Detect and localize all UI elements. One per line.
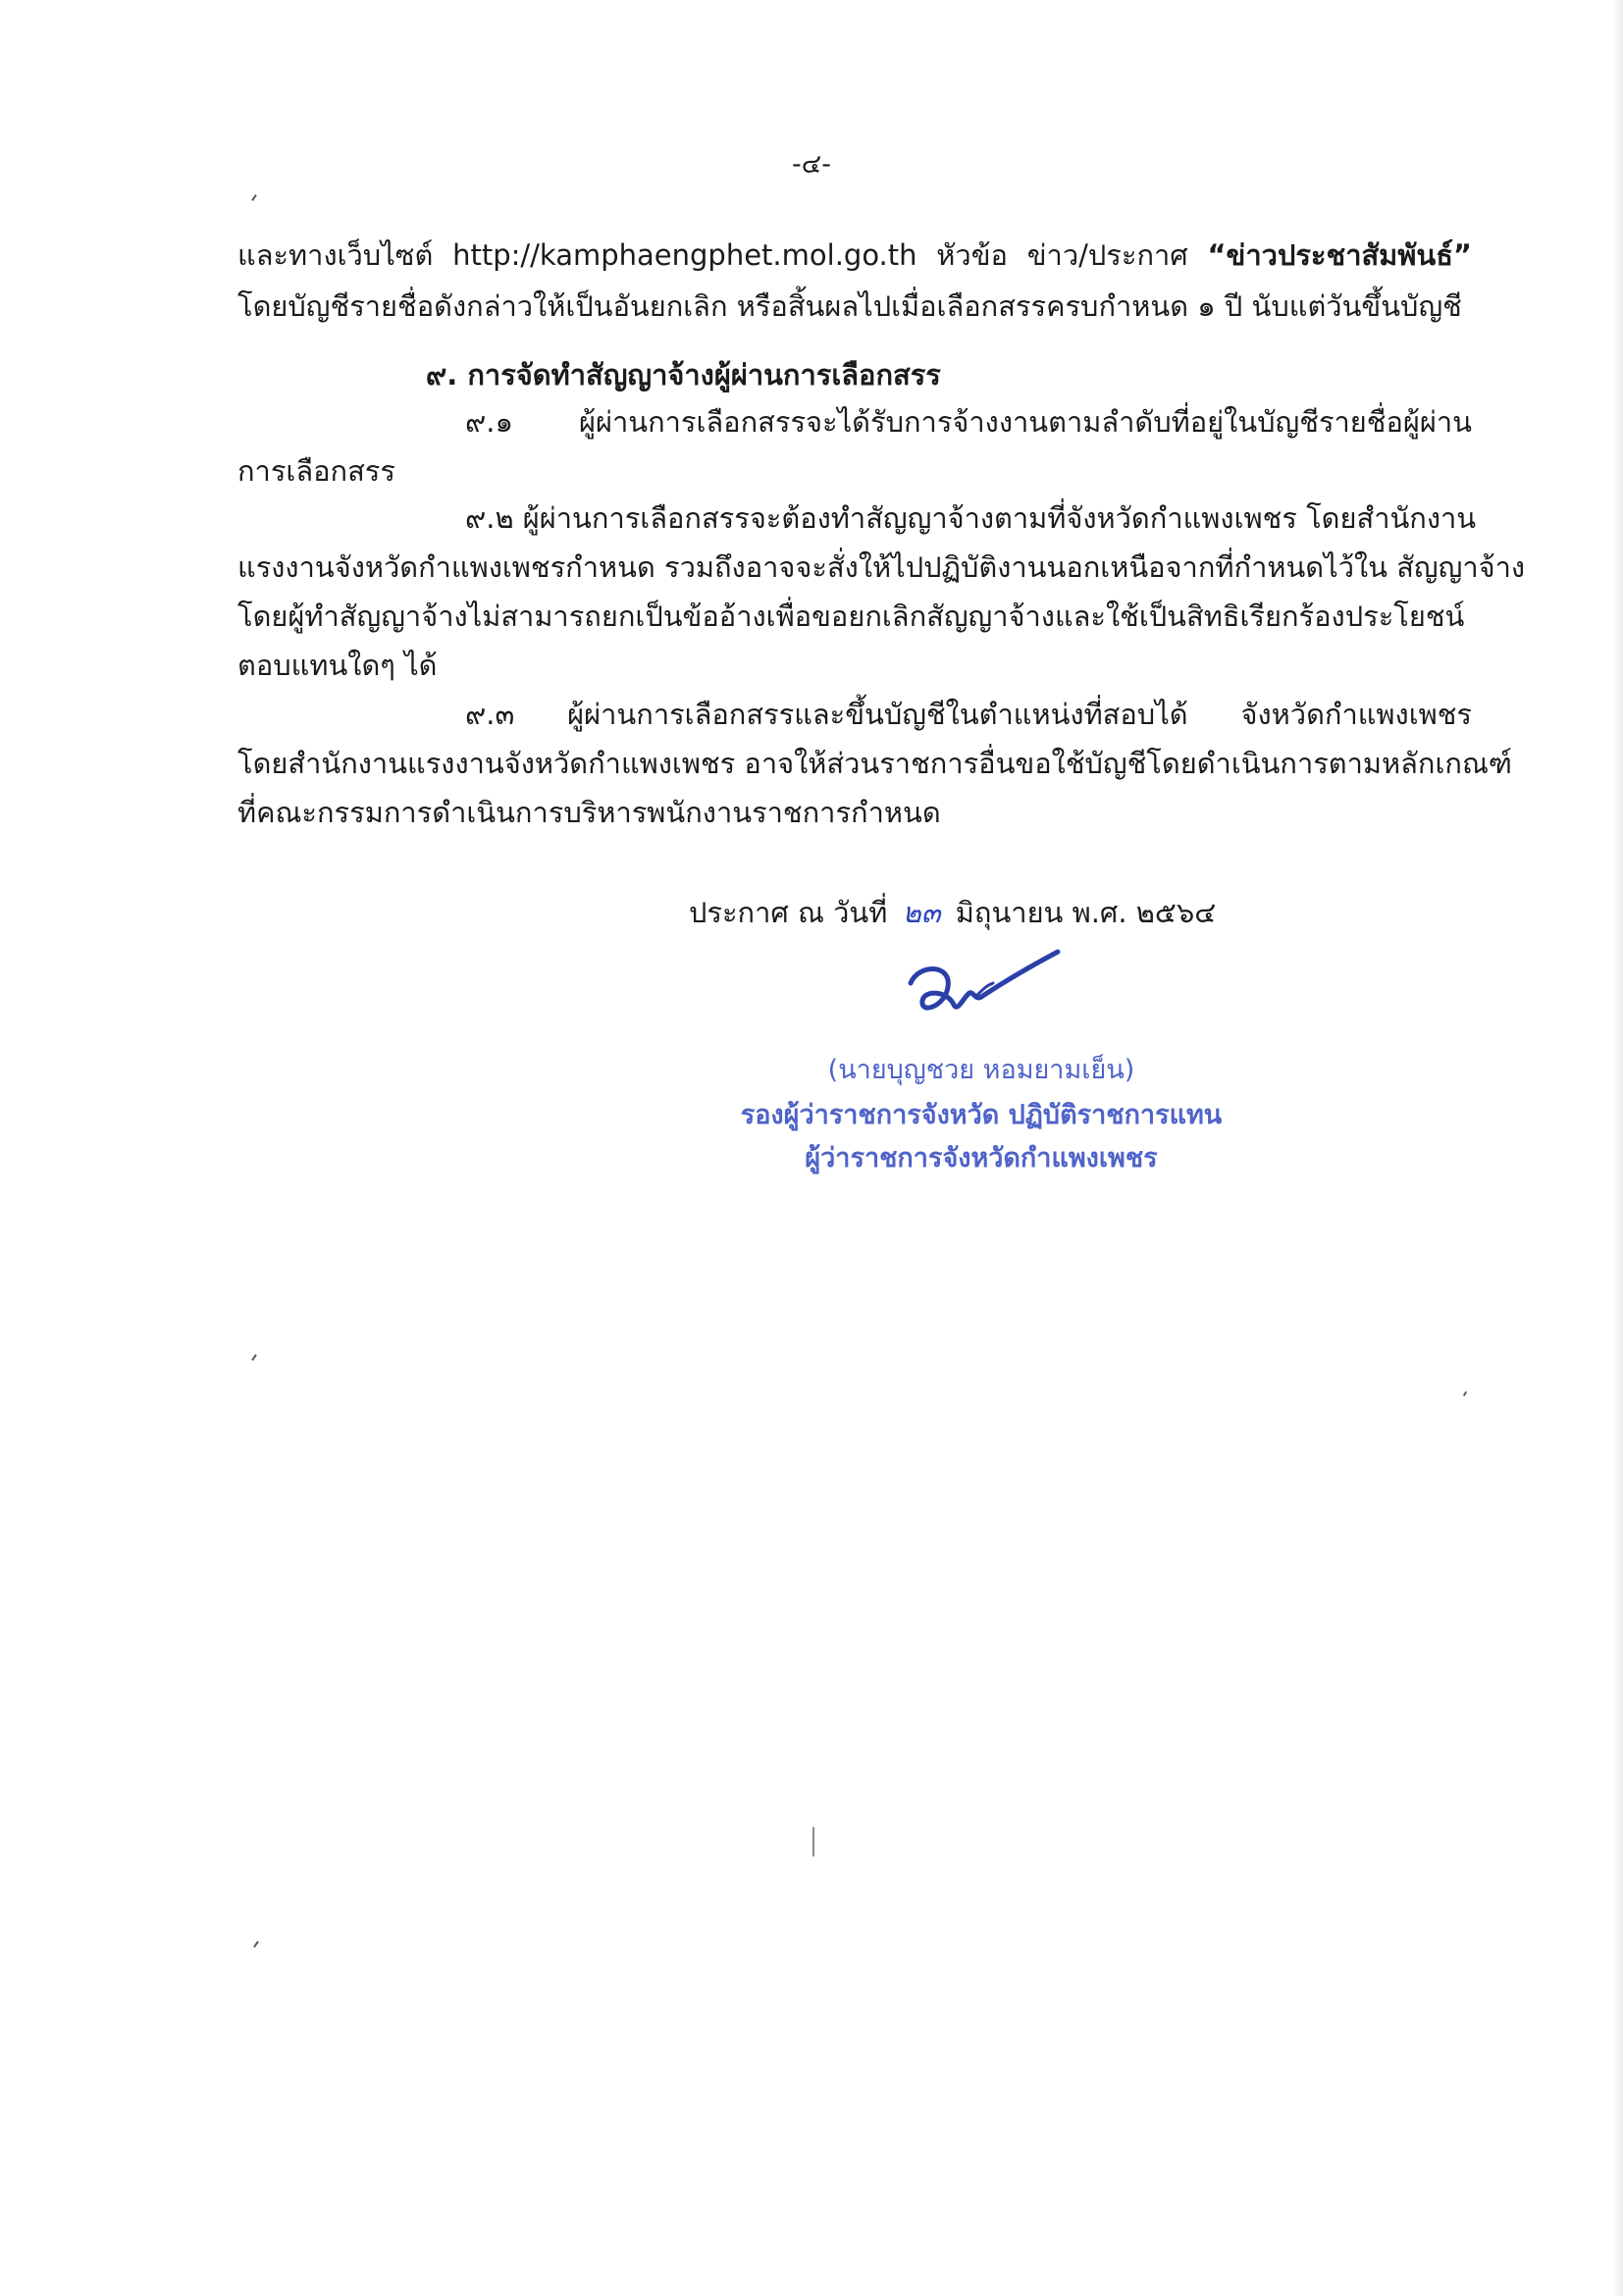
item-9-2-line-4: ตอบแทนใดๆ ได้ bbox=[237, 649, 438, 682]
item-9-2-line-3: โดยผู้ทำสัญญาจ้างไม่สามารถยกเป็นข้ออ้างเพื่อขอยกเลิกสัญญาจ้างและใช้เป็นสิทธิเรียกร้องประโยชน์ bbox=[237, 600, 1465, 633]
item-9-1-line-2: การเลือกสรร bbox=[237, 454, 395, 488]
item-9-1-line-1: ๙.๑ ผู้ผ่านการเลือกสรรจะได้รับการจ้างงานตามลำดับที่อยู่ในบัญชีรายชื่อผู้ผ่าน bbox=[465, 405, 1472, 439]
signatory-title-line-1: รองผู้ว่าราชการจังหวัด ปฏิบัติราชการแทน bbox=[740, 1100, 1223, 1130]
announcement-prefix: ประกาศ ณ วันที่ bbox=[689, 896, 888, 929]
announcement-month-year: มิถุนายน พ.ศ. ๒๕๖๔ bbox=[955, 896, 1217, 929]
continuation-line-2: โดยบัญชีรายชื่อดังกล่าวให้เป็นอันยกเลิก หรือสิ้นผลไปเมื่อเลือกสรรครบกำหนด ๑ ปี นับแต่วันขึ้นบัญชี bbox=[237, 289, 1462, 323]
item-9-3-line-3: ที่คณะกรรมการดำเนินการบริหารพนักงานราชการกำหนด bbox=[237, 796, 941, 829]
section-9-heading: ๙. การจัดทำสัญญาจ้างผู้ผ่านการเลือกสรร bbox=[426, 358, 941, 391]
scan-speck bbox=[253, 1941, 259, 1948]
scan-speck bbox=[1463, 1391, 1467, 1396]
scan-speck bbox=[812, 1827, 814, 1856]
scan-speck bbox=[251, 194, 257, 201]
signatory-name: (นายบุญชวย หอมยามเย็น) bbox=[827, 1055, 1135, 1085]
item-9-2-line-1: ๙.๒ ผู้ผ่านการเลือกสรรจะต้องทำสัญญาจ้างตามที่จังหวัดกำแพงเพชร โดยสำนักงาน bbox=[465, 501, 1477, 535]
page-number: -๔- bbox=[792, 149, 831, 180]
scan-speck bbox=[251, 1354, 257, 1361]
handwritten-signature bbox=[901, 946, 1068, 1034]
announcement-date bbox=[689, 893, 1216, 932]
news-category-label: “ข่าวประชาสัมพันธ์” bbox=[1207, 238, 1472, 272]
page-edge-shadow bbox=[1613, 0, 1623, 2296]
signatory-title-line-2: ผู้ว่าราชการจังหวัดกำแพงเพชร bbox=[805, 1143, 1158, 1174]
item-9-3-line-1: ๙.๓ ผู้ผ่านการเลือกสรรและขึ้นบัญชีในตำแหน่งที่สอบได้ จังหวัดกำแพงเพชร bbox=[465, 698, 1472, 731]
item-9-2-line-2: แรงงานจังหวัดกำแพงเพชรกำหนด รวมถึงอาจจะสั่งให้ไปปฏิบัติงานนอกเหนือจากที่กำหนดไว้ใน สัญญาจ้าง bbox=[237, 550, 1526, 584]
item-9-3-line-2: โดยสำนักงานแรงงานจังหวัดกำแพงเพชร อาจให้ส่วนราชการอื่นขอใช้บัญชีโดยดำเนินการตามหลักเกณฑ์ bbox=[237, 747, 1512, 780]
continuation-line-1 bbox=[237, 235, 1472, 275]
continuation-text: และทางเว็บไซต์ http://kamphaengphet.mol.go.th หัวข้อ ข่าว/ประกาศ bbox=[237, 238, 1208, 272]
announcement-day-handwritten: ๒๓ bbox=[902, 896, 941, 929]
